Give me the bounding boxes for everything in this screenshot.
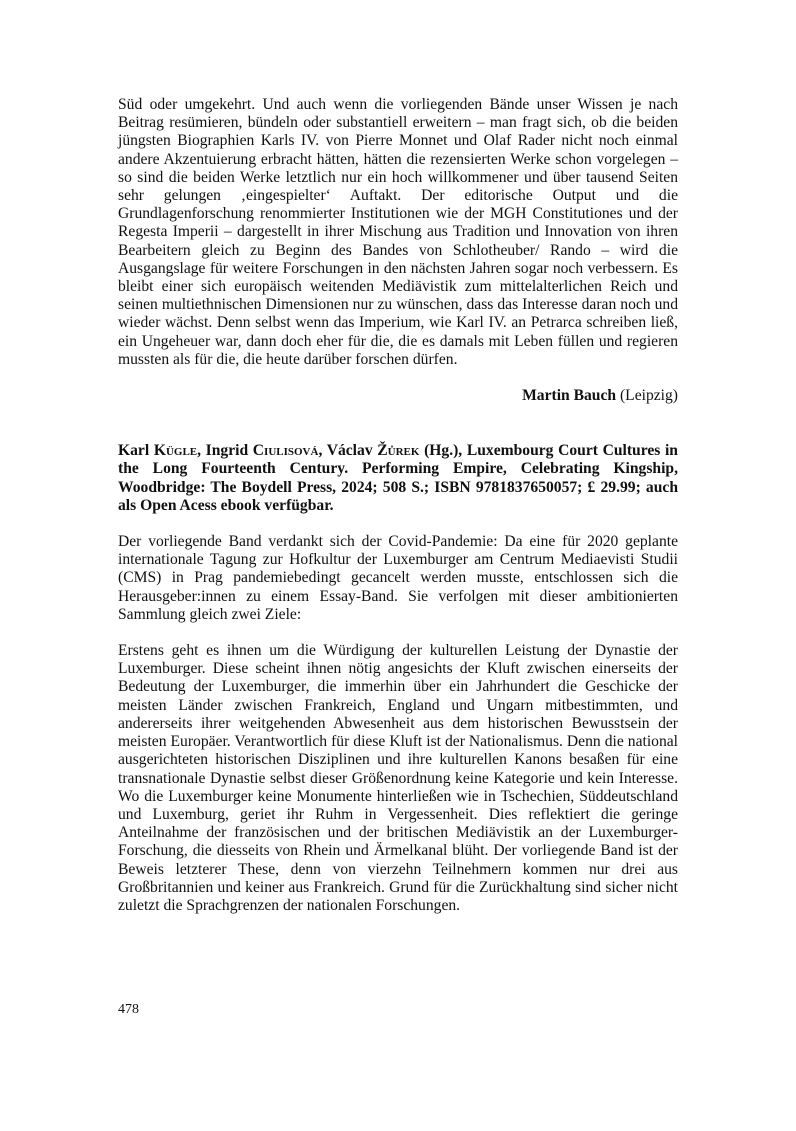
editor2-last: Ciulisová bbox=[252, 442, 319, 460]
reviewer-place: (Leipzig) bbox=[616, 387, 678, 405]
review-paragraph-2: Erstens geht es ihnen um die Würdigung der kulturellen Leistung der Dynastie der Luxemburger. Diese scheint ihnen nötig angesichts der Kluft zwischen einerseits der Bedeutung der Luxemburger, die immerhin über ein Jahrhundert die Geschicke der meisten Länder zwischen Frankreich, England und Ungarn mitbestimmten, und andererseits ihrer weitgehenden Abwesenheit aus dem historischen Bewusstsein der meisten Europäer. Verantwortlich für diese Kluft ist der Nationalismus. Denn die national ausgerichteten historischen Disziplinen und ihre kulturellen Kanons besaßen für eine transnationale Dynastie selbst dieser Größenordnung keine Kategorie und kein Interesse. Wo die Luxemburger keine Monumente hinterließen wie in Tschechien, Süddeutschland und Luxemburg, geriet ihr Ruhm in Vergessenheit. Dies reflektiert die geringe Anteilnahme der französischen und der britischen Mediävistik an der Luxemburger-Forschung, die diesseits von Rhein und Ärmelkanal blüht. Der vorliegende Band ist der Beweis letzterer These, denn von vierzehn Teilnehmern kommen nur drei aus Großbritannien und keiner aus Frankreich. Grund für die Zurückhaltung sind sicher nicht zuletzt die Sprachgrenzen der nationalen Forschungen. bbox=[118, 642, 678, 914]
review-heading bbox=[118, 442, 678, 515]
previous-review-closing-paragraph: Süd oder umgekehrt. Und auch wenn die vorliegenden Bände unser Wissen je nach Beitrag resümieren, bündeln oder substantiell erweitern – man fragt sich, ob die beiden jüngsten Biographien Karls IV. von Pierre Monnet und Olaf Rader nicht noch einmal andere Akzentuierung erbracht hätten, hätten die rezensierten Werke schon vorgelegen – so sind die beiden Werke letztlich nur ein hoch willkommener und über tausend Seiten sehr gelungen ‚eingespielter‘ Auftakt. Der editorische Output und die Grundlagenforschung renommierter Institutionen wie der MGH Constitutiones und der Regesta Imperii – dargestellt in ihrer Mischung aus Tradition und Innovation von ihren Bearbeitern gleich zu Beginn des Bandes von Schlotheuber/ Rando – wird die Ausgangslage für weitere Forschungen in den nächsten Jahren sogar noch verbessern. Es bleibt einer sich europäisch weitenden Mediävistik zum mittelalterlichen Reich und seinen multiethnischen Dimensionen nur zu wünschen, dass das Interesse daran noch und wieder wächst. Denn selbst wenn das Imperium, wie Karl IV. an Petrarca schreiben ließ, ein Ungeheuer war, dann doch eher für die, die es damals mit Leben füllen und regieren mussten als für die, die heute darüber forschen dürfen. bbox=[118, 96, 678, 368]
editor1-last: Kügle bbox=[153, 442, 198, 460]
editor3-last: Žůrek bbox=[377, 442, 420, 460]
page-number: 478 bbox=[118, 1002, 139, 1017]
reviewer-name: Martin Bauch bbox=[522, 387, 617, 405]
heading-rest: (Hg.), Luxembourg Court Cultures in the Long Fourteenth Century. Performing Empire, Celebrating Kingship, Woodbridge: The Boydell Press, 2024; 508 S.; ISBN 9781837650057; £ 29.99; auch als Open Acess ebook verfügbar. bbox=[118, 442, 678, 514]
reviewer-signature bbox=[118, 387, 678, 405]
heading-sep1: , Ingrid bbox=[197, 442, 253, 460]
page-content bbox=[118, 96, 678, 915]
editor1-first: Karl bbox=[118, 442, 154, 460]
heading-sep2: , Václav bbox=[318, 442, 378, 460]
review-paragraph-1: Der vorliegende Band verdankt sich der Covid-Pandemie: Da eine für 2020 geplante internationale Tagung zur Hofkultur der Luxemburger am Centrum Mediaevisti Studii (CMS) in Prag pandemiebedingt gecancelt werden musste, entschlossen sich die Herausgeber:innen zu einem Essay-Band. Sie verfolgen mit dieser ambitionierten Sammlung gleich zwei Ziele: bbox=[118, 533, 678, 623]
